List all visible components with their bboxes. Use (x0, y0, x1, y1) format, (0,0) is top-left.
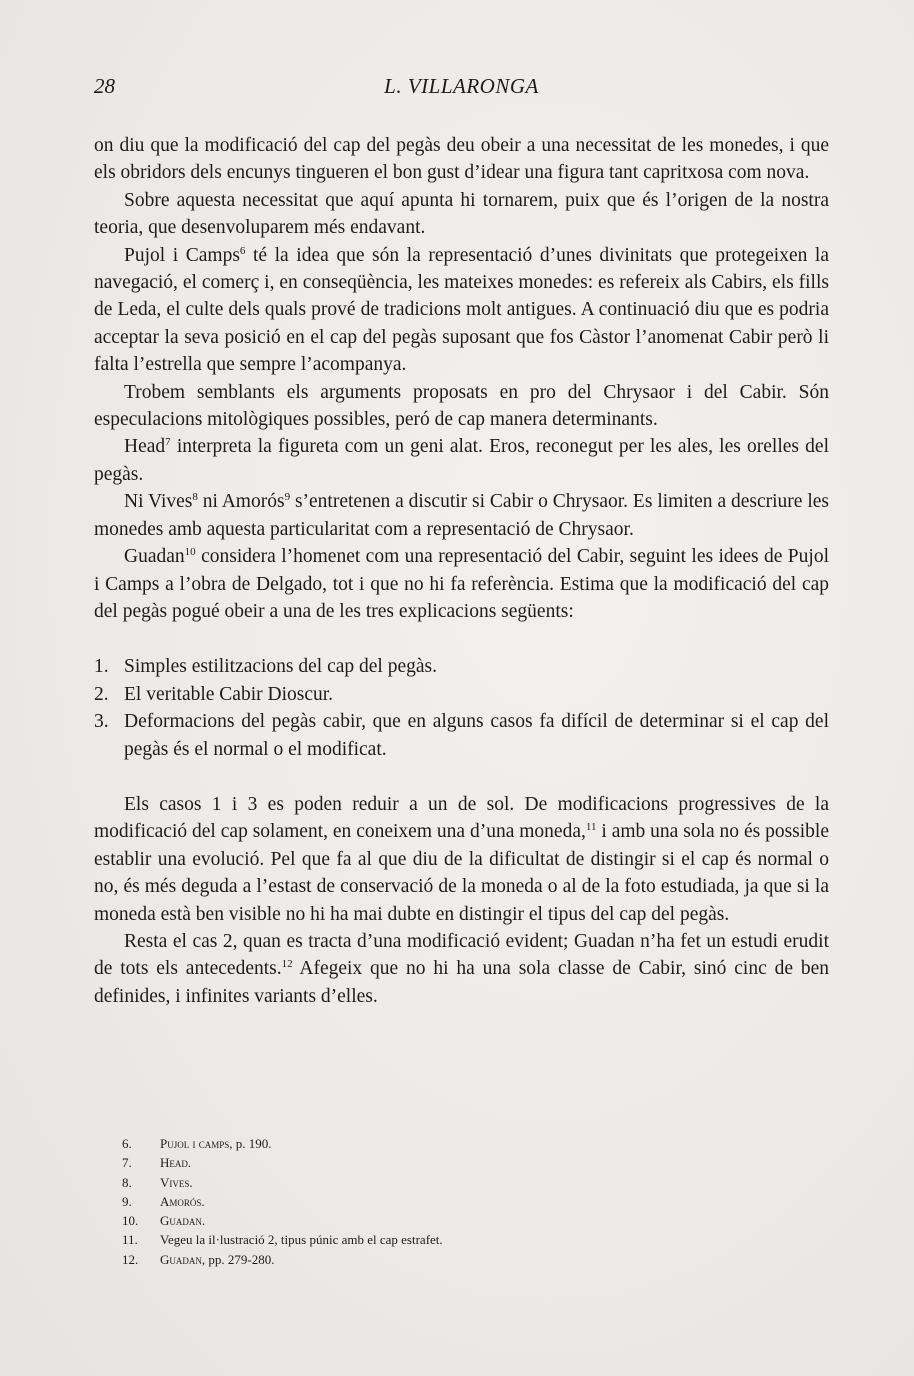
running-header (94, 74, 829, 104)
footnote-text (160, 1134, 272, 1153)
footnote-number: 8. (122, 1174, 132, 1190)
paragraph (94, 488, 829, 543)
running-title: L. VILLARONGA (384, 74, 539, 98)
list-item (94, 681, 829, 708)
paragraphs-bottom (94, 791, 829, 1010)
footnote (122, 1173, 722, 1192)
paragraph (94, 791, 829, 928)
paragraph (94, 928, 829, 1010)
footnote (122, 1153, 722, 1172)
footnote-number: 10. (122, 1213, 139, 1229)
paragraph (94, 543, 829, 625)
paragraph-text: Guadan (124, 546, 185, 568)
footnote-reference: 8 (192, 491, 198, 504)
footnote-number: 11. (122, 1232, 138, 1248)
footnote-text (160, 1192, 205, 1211)
paragraph-text: i amb una sola no és possible establir una evolució. Pel que fa al que diu de la dificultat de distingir si el cap és normal o no, és més deguda a l’estast de conservació de la moneda o al de la foto estudiada, ja que si la moneda està ben visible no hi ha mai dubte en distingir el tipus del cap del pegàs. (94, 821, 830, 925)
footnote-author: Amorós. (160, 1193, 205, 1209)
paragraph-text: Els casos 1 i 3 es poden reduir a un de sol. De modificacions progressives de la modificació del cap solament, en coneixem una d’una moneda, (94, 793, 829, 843)
paragraph-text: Sobre aquesta necessitat que aquí apunta hi tornarem, puix que és l’origen de la nostra teoria, que desenvoluparem més endavant. (94, 189, 829, 239)
main-text (94, 132, 829, 1010)
footnote-rest: , p. 190. (229, 1136, 272, 1151)
footnote-reference: 9 (284, 491, 291, 504)
paragraph-text: Afegeix que no hi ha una sola classe de Cabir, sinó cinc de ben definides, i infinites variants d’elles. (94, 958, 829, 1007)
footnote-text (160, 1173, 193, 1192)
footnote-author: Guadan (160, 1251, 202, 1267)
footnote (122, 1250, 722, 1269)
paragraph (94, 433, 829, 488)
paragraph (94, 379, 829, 434)
footnote-reference: 6 (239, 244, 246, 257)
paragraph-text: interpreta la figureta com un geni alat. Eros, reconegut per les ales, les orelles del pegàs. (94, 436, 829, 485)
footnote-number: 6. (122, 1136, 132, 1151)
footnote (122, 1230, 722, 1249)
footnote-text (160, 1250, 274, 1269)
footnote-reference: 7 (165, 436, 171, 449)
footnote-number: 12. (122, 1251, 139, 1267)
list-item-text: El veritable Cabir Dioscur. (124, 683, 334, 705)
footnote-rest: , pp. 279-280. (201, 1251, 275, 1267)
footnotes (122, 1134, 722, 1269)
paragraph-text: on diu que la modificació del cap del pegàs deu obeir a una necessitat de les monedes, i que els obridors dels encunys tingueren el bon gust d’idear una figura tant capritxosa com nova. (94, 135, 829, 184)
footnote-text (160, 1153, 191, 1172)
paragraph-text: considera l’homenet com una representació del Cabir, seguint les idees de Pujol i Camps a l’obra de Delgado, tot i que no hi fa referència. Estima que la modificació del cap del pegàs pogué obeir a una de les tres explicacions següents: (94, 546, 829, 622)
footnote-author: Pujol i camps (160, 1136, 230, 1151)
footnote (122, 1134, 722, 1153)
footnote-text (160, 1230, 443, 1249)
list-item-number: 3. (94, 711, 109, 733)
footnote-text (160, 1211, 205, 1230)
list-item (94, 708, 829, 763)
footnote (122, 1211, 722, 1230)
list-item-number: 2. (94, 683, 109, 705)
page-number: 28 (94, 74, 115, 98)
paragraph-text: Trobem semblants els arguments proposats en pro del Chrysaor i del Cabir. Són especulacions mitològiques possibles, peró de cap manera determinants. (94, 381, 829, 431)
paragraph-text: Pujol i Camps (124, 244, 240, 266)
paragraph-text: Head (124, 436, 166, 458)
paragraph-text: ni Amorós (197, 491, 285, 513)
paragraph-text: Resta el cas 2, quan es tracta d’una modificació evident; Guadan n’ha fet un estudi erudit de tots els antecedents. (94, 930, 829, 980)
footnote (122, 1192, 722, 1211)
numbered-list (94, 653, 829, 763)
footnote-author: Guadan. (160, 1213, 206, 1229)
footnote-number: 7. (122, 1155, 132, 1171)
footnote-rest: Vegeu la il·lustració 2, tipus púnic amb el cap estrafet. (160, 1232, 443, 1248)
footnote-reference: 11 (585, 821, 597, 834)
list-item-number: 1. (94, 656, 109, 678)
paragraph-text: té la idea que són la representació d’unes divinitats que protegeixen la navegació, el comerç i, en conseqüència, les mateixes monedes: es refereix als Cabirs, els fills de Leda, el culte dels quals prové de tradicions molt antigues. A continuació diu que es podria acceptar la seva posició en el cap del pegàs suposant que fos Càstor l’anomenat Cabir però li falta l’estrella que sempre l’acompanya. (94, 244, 829, 376)
paragraph (94, 132, 829, 187)
footnote-reference: 12 (281, 958, 293, 971)
paragraphs-top (94, 132, 829, 625)
footnote-reference: 10 (184, 546, 196, 559)
footnote-author: Head. (160, 1155, 192, 1171)
paragraph-text: s’entretenen a discutir si Cabir o Chrysaor. Es limiten a descriure les monedes amb aquesta particularitat com a representació de Chrysaor. (94, 491, 829, 540)
footnote-number: 9. (122, 1193, 132, 1209)
paragraph-text: Ni Vives (124, 491, 193, 513)
list-item-text: Simples estilitzacions del cap del pegàs. (124, 656, 437, 678)
list-item-text: Deformacions del pegàs cabir, que en alguns casos fa difícil de determinar si el cap del pegàs és el normal o el modificat. (124, 711, 829, 760)
paragraph (94, 242, 829, 379)
list-item (94, 653, 829, 680)
footnote-author: Vives. (160, 1174, 193, 1190)
paragraph (94, 187, 829, 242)
